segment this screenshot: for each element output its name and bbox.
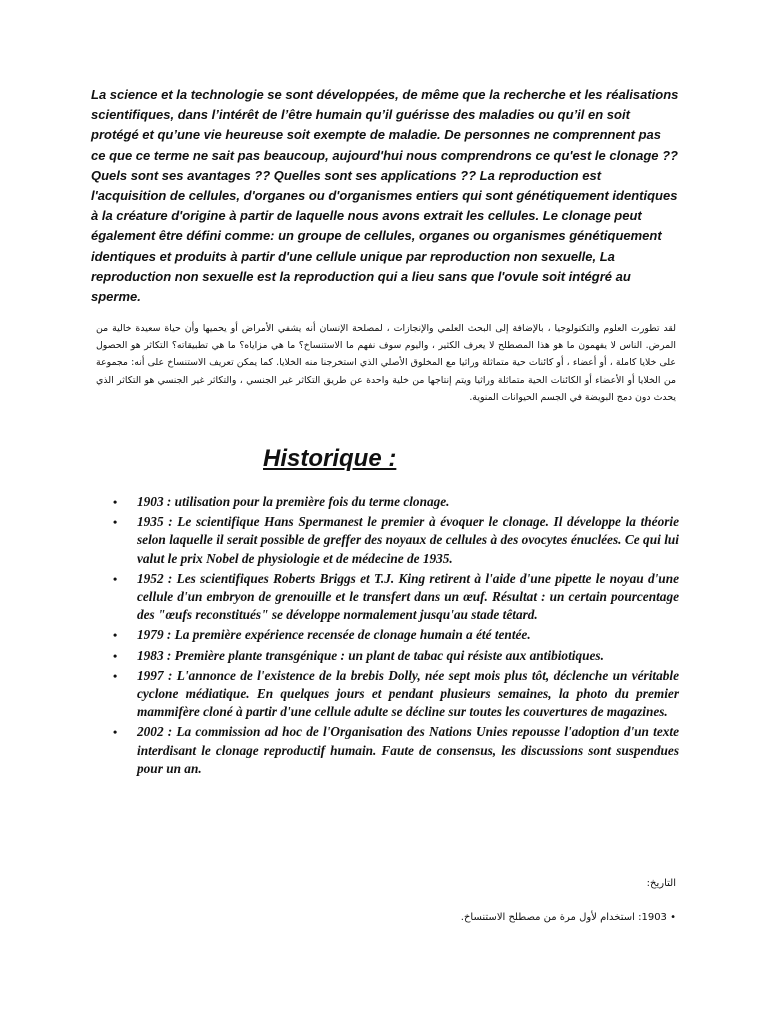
history-item-1903 bbox=[113, 493, 679, 511]
bullet-icon: • bbox=[113, 648, 118, 663]
arabic-history-item: • 1903: استخدام لأول مرة من مصطلح الاستنساخ. bbox=[460, 912, 676, 923]
history-item-1997 bbox=[113, 667, 679, 722]
history-list bbox=[113, 493, 679, 780]
bullet-icon: • bbox=[113, 495, 118, 509]
history-item-2002 bbox=[113, 723, 679, 778]
arabic-history-heading: التاريخ: bbox=[646, 878, 676, 889]
bullet-icon: • bbox=[113, 668, 118, 683]
history-item-text: 1979 : La première expérience recensée de clonage humain a été tentée. bbox=[137, 627, 531, 643]
bullet-icon: • bbox=[113, 628, 118, 643]
historique-heading: Historique : bbox=[263, 445, 397, 472]
arabic-paragraph: لقد تطورت العلوم والتكنولوجيا ، بالإضافة إلى البحث العلمي والإنجازات ، لمصلحة الإنسان أنه يشفي الأمراض أو يحميها وأن حياة سعيدة خالية من المرض. الناس لا يفهمون ما هو هذا المصطلح لا يعرف الكثير ، واليوم سوف نفهم ما الاستنساخ؟ ما هي مزاياه؟ ما هي تطبيقاته؟ التكاثر هو الحصول على خلايا كاملة ، أو أعضاء ، أو كائنات حية متماثلة وراثيا مع المخلوق الأصلي الذي استخرجنا منه الخلايا. كما يمكن تعريف الاستنساخ على أنه: مجموعة من الخلايا أو الأعضاء أو الكائنات الحية متماثلة وراثيا ويتم إنتاجها من خلية واحدة عن طريق التكاثر غير الجنسي ، والتكاثر غير الجنسي هو التكاثر الذي يحدث دون دمج البويضة في الجسم الحيوانات المنوية. bbox=[96, 323, 676, 403]
history-item-1952 bbox=[113, 570, 679, 625]
history-item-text: 1983 : Première plante transgénique : un plant de tabac qui résiste aux antibiotiques. bbox=[137, 647, 604, 663]
history-item-text: 1952 : Les scientifiques Roberts Briggs et T.J. King retirent à l'aide d'une pipette le noyau d'une cellule d'un embryon de grenouille et le transfert dans un œuf. Résultat : un certain pourcentage des "œufs reconstitués" se développe normalement jusqu'au stade têtard. bbox=[137, 570, 679, 623]
bullet-icon: • bbox=[113, 571, 118, 586]
history-item-text: 1935 : Le scientifique Hans Spermanest le premier à évoquer le clonage. Il développe la théorie selon laquelle il serait possible de greffer des noyaux de cellules à des ovocytes énuclées. Ce qui lui valut le prix Nobel de physiologie et de médecine de 1935. bbox=[137, 514, 679, 566]
history-item-1979 bbox=[113, 626, 679, 644]
history-item-text: 1903 : utilisation pour la première fois du terme clonage. bbox=[137, 494, 450, 509]
history-item-1983 bbox=[113, 647, 679, 665]
history-item-text: 2002 : La commission ad hoc de l'Organisation des Nations Unies repousse l'adoption d'un texte interdisant le clonage reproductif humain. Faute de consensus, les discussions sont suspendues pour un an. bbox=[137, 724, 679, 776]
bullet-icon: • bbox=[113, 725, 118, 740]
history-item-1935 bbox=[113, 513, 679, 568]
intro-paragraph: La science et la technologie se sont développées, de même que la recherche et les réalisations scientifiques, dans l’intérêt de l’être humain qu’il guérisse des maladies ou qu’il en soit protégé et qu’une vie heureuse soit exempte de maladie. De personnes ne comprennent pas ce que ce terme ne sait pas beaucoup, aujourd'hui nous comprendrons ce qu'est le clonage ?? Quels sont ses avantages ?? Quelles sont ses applications ?? La reproduction est l'acquisition de cellules, d'organes ou d'organismes entiers qui sont génétiquement identiques à la créature d'origine à partir de laquelle nous avons extrait les cellules. Le clonage peut également être défini comme: un groupe de cellules, organes ou organismes génétiquement identiques et produits à partir d'une cellule unique par reproduction non sexuelle, La reproduction non sexuelle est la reproduction qui a lieu sans que l'ovule soit intégré au sperme. bbox=[91, 87, 679, 305]
history-item-text: 1997 : L'annonce de l'existence de la brebis Dolly, née sept mois plus tôt, déclenche un véritable cyclone médiatique. En quelques jours et pendant plusieurs semaines, la photo du premier mammifère cloné à partir d'une cellule adulte se décline sur toutes les couvertures de magazines. bbox=[137, 667, 679, 720]
bullet-icon: • bbox=[113, 515, 118, 530]
